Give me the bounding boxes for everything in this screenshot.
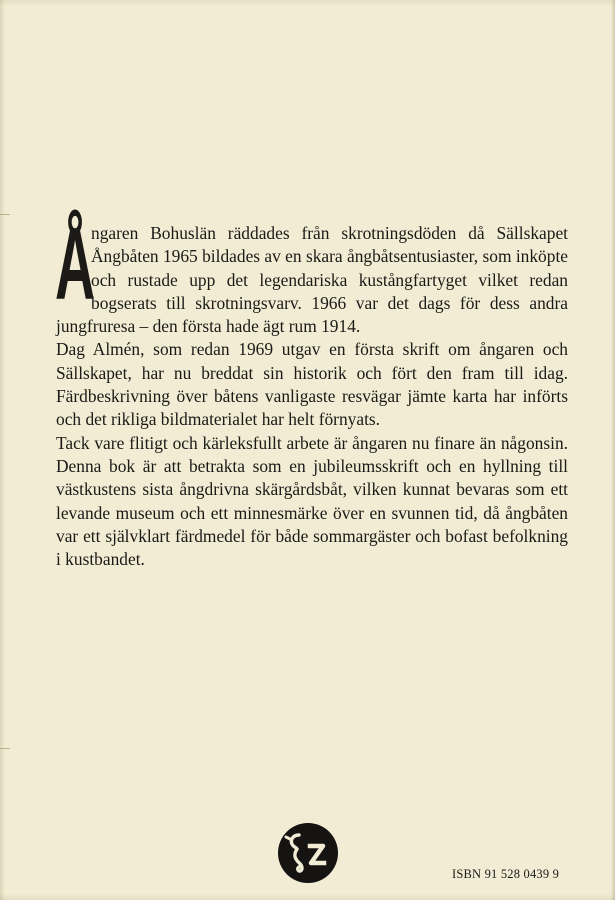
blurb-paragraph-1: [55, 209, 568, 338]
drop-cap: Å: [55, 209, 96, 321]
seahorse-z-publisher-logo-icon: [277, 822, 339, 884]
blurb-paragraph-3: Tack vare flitigt och kärleksfullt arbete är ångaren nu finare än någonsin. Denna bok är att betrakta som en jubileumsskrift och en hyllning till västkustens sista ångdrivna skärgårdsbåt, vilken kunnat bevaras som ett levande museum och ett minnesmärke över en svunnen tid, då ångbåten var ett självklart färdmedel för både sommargäster och bofast befolkning i kustbandet.: [56, 432, 568, 570]
blurb-text: [55, 209, 568, 571]
edge-mark: [0, 214, 10, 215]
isbn-number: ISBN 91 528 0439 9: [452, 867, 560, 881]
blurb-paragraph-2: Dag Almén, som redan 1969 utgav en första skrift om ångaren och Sällskapet, har nu breddat sin historik och fört den fram till idag. Färdbeskrivning över båtens vanligaste resvägar jämte karta har införts och det rikliga bildmaterialet har helt förnyats.: [56, 339, 568, 430]
edge-mark: [0, 748, 10, 749]
paragraph-text: ngaren Bohuslän räddades från skrotningsdöden då Sällskapet Ångbåten 1965 bildades av en skara ångbåtsentusiaster, som inköpte och rustade upp det legendariska kustångfartyget vilket redan bogserats till skrotningsvarv. 1966 var det dags för dess andra jungfruresa – den första hade ägt rum 1914.: [56, 223, 568, 337]
